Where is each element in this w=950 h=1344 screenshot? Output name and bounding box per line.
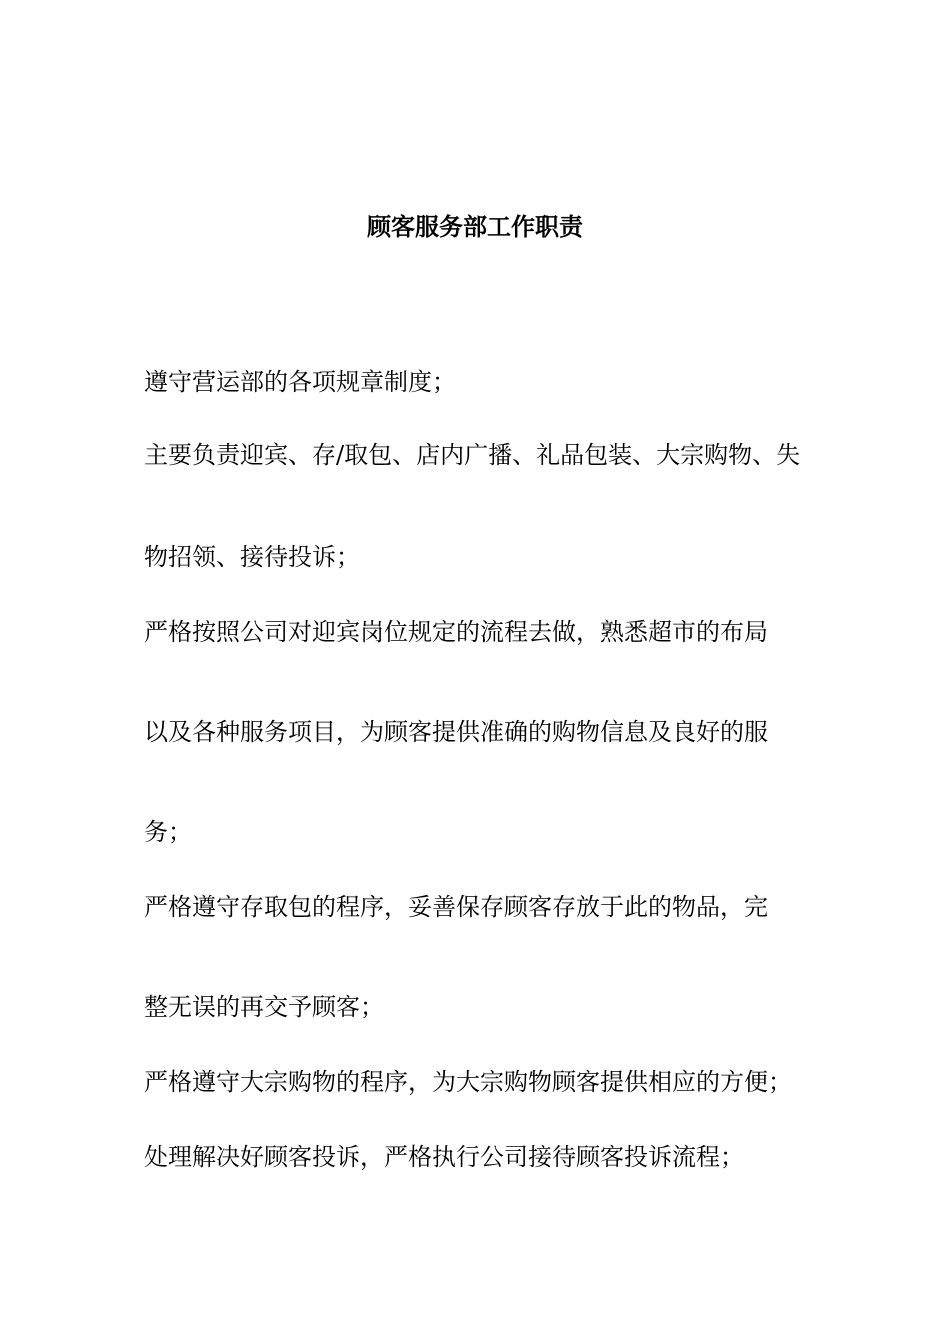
duty-line-10: 处理解决好顾客投诉，严格执行公司接待顾客投诉流程； xyxy=(144,1143,744,1171)
duty-line-4: 严格按照公司对迎宾岗位规定的流程去做，熟悉超市的布局 xyxy=(144,618,768,646)
duty-line-8: 整无误的再交予顾客； xyxy=(144,993,384,1021)
duty-line-9: 严格遵守大宗购物的程序，为大宗购物顾客提供相应的方便； xyxy=(144,1068,792,1096)
duty-line-5: 以及各种服务项目，为顾客提供准确的购物信息及良好的服 xyxy=(144,718,768,746)
duty-line-7: 严格遵守存取包的程序，妥善保存顾客存放于此的物品，完 xyxy=(144,893,768,921)
duty-line-2: 主要负责迎宾、存/取包、店内广播、礼品包装、大宗购物、失 xyxy=(144,441,801,469)
duty-line-1: 遵守营运部的各项规章制度； xyxy=(144,368,456,396)
duty-line-3: 物招领、接待投诉； xyxy=(144,543,360,571)
duty-line-6: 务； xyxy=(144,818,192,846)
document-title: 顾客服务部工作职责 xyxy=(367,212,583,241)
